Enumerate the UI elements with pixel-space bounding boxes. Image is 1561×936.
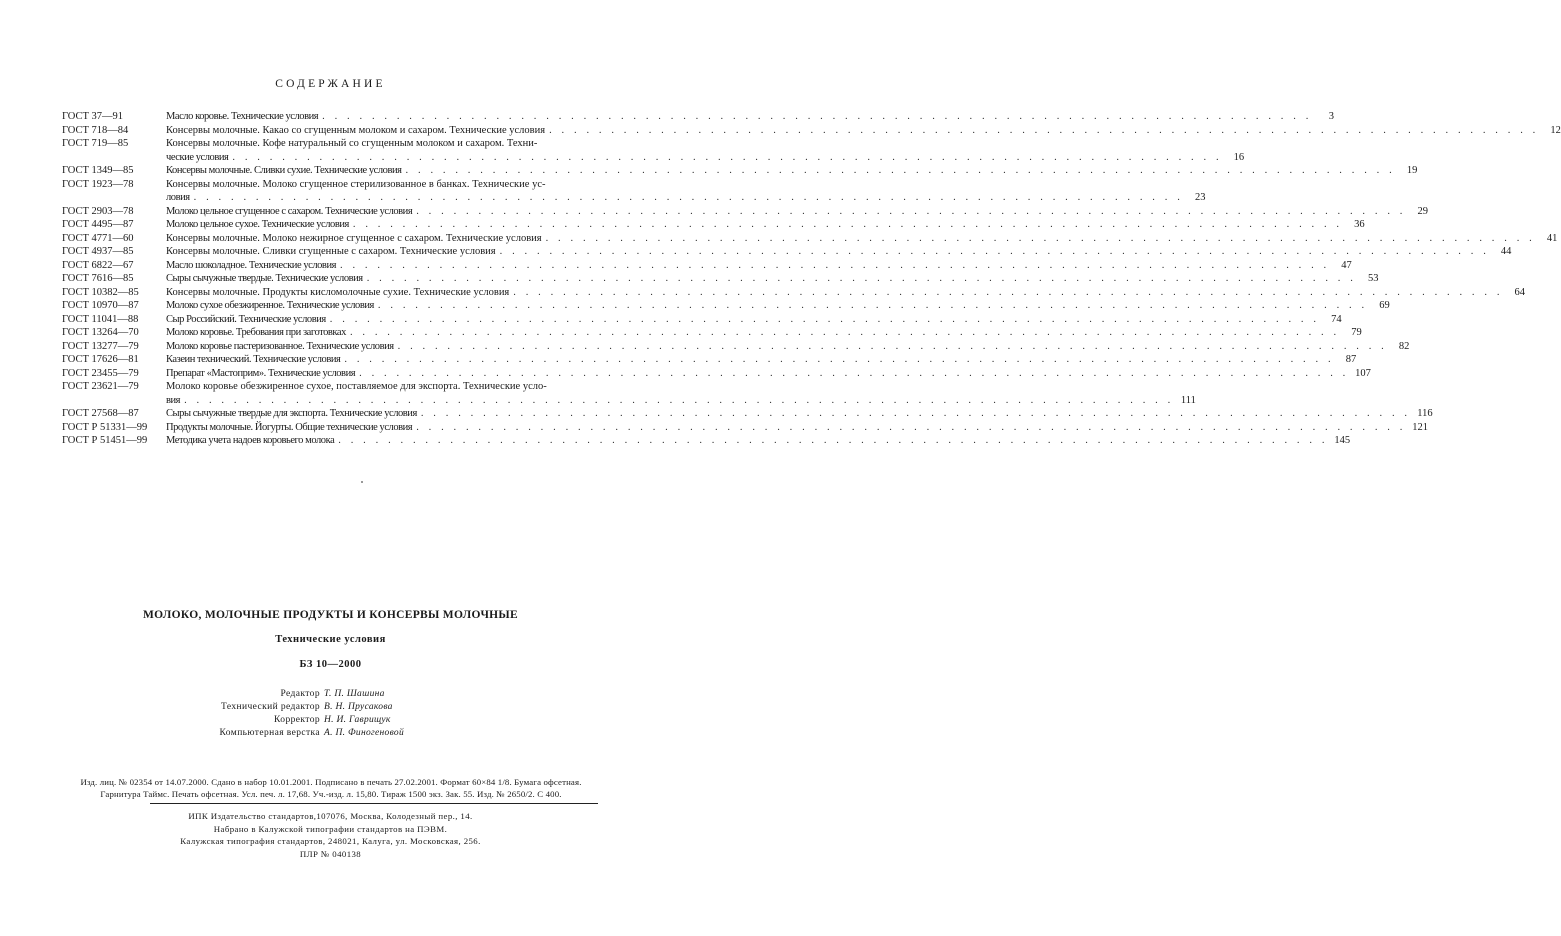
- toc-title: Молоко коровье. Требования при заготовках: [166, 327, 346, 338]
- toc-title-line: [166, 340, 1410, 354]
- toc-standard-code: ГОСТ 4495—87: [62, 219, 134, 230]
- toc-title: Молоко коровье пастеризованное. Технические условия: [166, 340, 394, 352]
- collection-subtitle: Технические условия: [275, 634, 386, 645]
- imprint-block: [55, 776, 607, 800]
- credit-person: Н. И. Гаврищук: [324, 715, 391, 725]
- imprint-line: Гарнитура Таймс. Печать офсетная. Усл. печ. л. 17,68. Уч.-изд. л. 15,80. Тираж 1500 экз. Зак. 55. Изд. № 2650/2. С 400.: [100, 789, 562, 799]
- toc-leader-dots: . . . . . . . . . . . . . . . . . . . . . . . . . . . . . . . . . . . . . . . . . . . . . . . . . . . . . . . . . . . . . . . . . . . . . . . . . . . . . . . .: [338, 435, 1329, 446]
- toc-standard-code: ГОСТ 1349—85: [62, 165, 134, 176]
- toc-entry-body: [166, 380, 1196, 407]
- toc-standard-code: ГОСТ 27568—87: [62, 408, 139, 419]
- toc-title-line: [166, 259, 1352, 273]
- toc-title-line: [166, 367, 1371, 381]
- toc-leader-dots: . . . . . . . . . . . . . . . . . . . . . . . . . . . . . . . . . . . . . . . . . . . . . . . . . . . . . . . . . . . . . . . . . . . . . . . . . . . . . . . .: [545, 232, 1536, 244]
- toc-standard-code: ГОСТ 6822—67: [62, 259, 134, 271]
- toc-title: Препарат «Мастоприм». Технические условия: [166, 367, 356, 379]
- toc-title-line: [166, 421, 1428, 435]
- toc-leader-dots: . . . . . . . . . . . . . . . . . . . . . . . . . . . . . . . . . . . . . . . . . . . . . . . . . . . . . . . . . . . . . . . . . . . . . . . . . . . . . . . .: [416, 421, 1406, 433]
- toc-page-number: 12: [1550, 124, 1561, 136]
- toc-entry: [62, 137, 1245, 164]
- toc-page-number: 41: [1546, 232, 1558, 244]
- toc-entry-body: [166, 326, 1362, 340]
- toc-standard-code: ГОСТ 13277—79: [62, 340, 139, 352]
- toc-leader-dots: . . . . . . . . . . . . . . . . . . . . . . . . . . . . . . . . . . . . . . . . . . . . . . . . . . . . . . . . . . . . . . . . . . . . . . . . . . . . . . . .: [184, 394, 1174, 406]
- toc-standard-code: ГОСТ 17626—81: [62, 354, 139, 365]
- toc-page-number: 47: [1341, 259, 1352, 271]
- credit-person: А. П. Финогеновой: [324, 728, 405, 738]
- toc-entry: [62, 124, 1561, 138]
- toc-entry-body: [166, 259, 1352, 273]
- toc-page-number: 111: [1180, 394, 1196, 406]
- toc-title-line: Консервы молочные. Молоко сгущенное стерилизованное в банках. Технические ус-: [166, 178, 546, 190]
- publisher-line: ПЛР № 040138: [299, 848, 362, 859]
- toc-page-number: 19: [1406, 165, 1418, 176]
- toc-leader-dots: . . . . . . . . . . . . . . . . . . . . . . . . . . . . . . . . . . . . . . . . . . . . . . . . . . . . . . . . . . . . . . . . . . . . . . . . . . . . . . . .: [513, 286, 1504, 298]
- toc-page-number: 3: [1328, 111, 1334, 122]
- toc-title-line: Молоко коровье обезжиренное сухое, поставляемое для экспорта. Технические усло-: [166, 381, 547, 392]
- toc-leader-dots: . . . . . . . . . . . . . . . . . . . . . . . . . . . . . . . . . . . . . . . . . . . . . . . . . . . . . . . . . . . . . . . . . . . . . . . . . . . . . . . .: [420, 408, 1411, 419]
- toc-title-line: [166, 286, 1526, 300]
- toc-page-number: 74: [1331, 313, 1342, 325]
- collection-title: МОЛОКО, МОЛОЧНЫЕ ПРОДУКТЫ И КОНСЕРВЫ МОЛОЧНЫЕ: [142, 609, 518, 621]
- toc-entry-body: [166, 164, 1418, 178]
- toc-leader-dots: . . . . . . . . . . . . . . . . . . . . . . . . . . . . . . . . . . . . . . . . . . . . . . . . . . . . . . . . . . . . . . . . . . . . . . . . . . . . . . . .: [549, 124, 1539, 136]
- toc-leader-dots: . . . . . . . . . . . . . . . . . . . . . . . . . . . . . . . . . . . . . . . . . . . . . . . . . . . . . . . . . . . . . . . . . . . . . . . . . . . . . . . .: [352, 219, 1343, 230]
- toc-standard-code: ГОСТ 1923—78: [62, 178, 134, 190]
- toc-entry-body: [166, 110, 1334, 124]
- credit-role: Компьютерная верстка: [219, 728, 320, 738]
- toc-leader-dots: . . . . . . . . . . . . . . . . . . . . . . . . . . . . . . . . . . . . . . . . . . . . . . . . . . . . . . . . . . . . . . . . . . . . . . . . . . . . . . . .: [344, 354, 1335, 365]
- toc-standard-code: ГОСТ 10382—85: [62, 286, 139, 298]
- toc-entry-body: [166, 353, 1357, 367]
- toc-title-line: [166, 245, 1512, 259]
- toc-entry: [62, 259, 1352, 273]
- toc-title: Консервы молочные. Сливки сухие. Технические условия: [166, 165, 402, 176]
- toc-page-number: 44: [1500, 246, 1512, 257]
- toc-title-line: [166, 191, 1206, 205]
- toc-title-line: [166, 164, 1418, 178]
- toc-title: Сыры сычужные твердые. Технические условия: [166, 273, 363, 284]
- credit-person: В. Н. Прусакова: [324, 702, 393, 712]
- toc-title: Сыры сычужные твердые для экспорта. Технические условия: [166, 408, 417, 419]
- credit-role: Технический редактор: [221, 702, 320, 712]
- toc-title: Молоко цельное сгущенное с сахаром. Технические условия: [166, 205, 413, 217]
- toc-title-line: [166, 205, 1429, 219]
- toc-title: Казеин технический. Технические условия: [166, 354, 341, 365]
- toc-entry-body: [166, 367, 1371, 381]
- credit-typesetter: [0, 727, 661, 740]
- toc-entry-body: [166, 286, 1526, 300]
- credit-proofreader: [0, 714, 661, 727]
- credit-technical-editor: [0, 701, 661, 714]
- toc-standard-code: ГОСТ 23455—79: [62, 367, 139, 379]
- divider: [150, 803, 598, 804]
- publisher-line: ИПК Издательство стандартов,107076, Москва, Колодезный пер., 14.: [188, 811, 473, 821]
- toc-entry: [62, 272, 1379, 286]
- toc-standard-code: ГОСТ 4771—60: [62, 232, 134, 244]
- toc-page-number: 145: [1334, 435, 1351, 446]
- toc-entry: [62, 232, 1558, 246]
- toc-leader-dots: . . . . . . . . . . . . . . . . . . . . . . . . . . . . . . . . . . . . . . . . . . . . . . . . . . . . . . . . . . . . . . . . . . . . . . . . . . . . . . . .: [340, 259, 1330, 271]
- toc-title-line: [166, 218, 1365, 232]
- toc-page-number: 107: [1355, 367, 1371, 379]
- toc-title: Консервы молочные. Молоко нежирное сгущенное с сахаром. Технические условия: [166, 232, 542, 244]
- toc-standard-code: ГОСТ 4937—85: [62, 246, 134, 257]
- toc-standard-code: ГОСТ 2903—78: [62, 205, 134, 217]
- toc-standard-code: ГОСТ 7616—85: [62, 273, 134, 284]
- toc-entry: [62, 340, 1410, 354]
- toc-title: Консервы молочные. Сливки сгущенные с сахаром. Технические условия: [166, 246, 496, 257]
- toc-entry: [62, 326, 1362, 340]
- toc-entry-body: [166, 218, 1365, 232]
- toc-standard-code: ГОСТ 10970—87: [62, 300, 139, 311]
- toc-title-line: [166, 407, 1433, 421]
- toc-title: ловия: [166, 192, 190, 203]
- credit-role: Корректор: [274, 715, 320, 725]
- toc-title: Методика учета надоев коровьего молока: [166, 435, 335, 446]
- toc-title: Масло шоколадное. Технические условия: [166, 259, 336, 271]
- toc-page-number: 53: [1367, 273, 1379, 284]
- toc-page-number: 69: [1379, 300, 1390, 311]
- toc-leader-dots: . . . . . . . . . . . . . . . . . . . . . . . . . . . . . . . . . . . . . . . . . . . . . . . . . . . . . . . . . . . . . . . . . . . . . . . . . . . . . . . .: [499, 246, 1490, 257]
- toc-title-line: Консервы молочные. Кофе натуральный со сгущенным молоком и сахаром. Техни-: [166, 138, 538, 149]
- toc-title: Консервы молочные. Продукты кисломолочные сухие. Технические условия: [166, 286, 510, 298]
- toc-entry: [62, 178, 1206, 205]
- toc-entry-body: [166, 340, 1410, 354]
- toc-page-number: 79: [1351, 327, 1362, 338]
- toc-leader-dots: . . . . . . . . . . . . . . . . . . . . . . . . . . . . . . . . . . . . . . . . . . . . . . . . . . . . . . . . . . . . . . . . . . . . . . . . . . . . . . . .: [405, 165, 1396, 176]
- toc-title-line: [166, 313, 1342, 327]
- toc-standard-code: ГОСТ 719—85: [62, 138, 129, 149]
- toc-entry: [62, 407, 1433, 421]
- toc-leader-dots: . . . . . . . . . . . . . . . . . . . . . . . . . . . . . . . . . . . . . . . . . . . . . . . . . . . . . . . . . . . . . . . . . . . . . . . . . . . . . . . .: [322, 111, 1312, 122]
- toc-entry-body: [166, 313, 1342, 327]
- toc-title: Продукты молочные. Йогурты. Общие технические условия: [166, 421, 413, 433]
- toc-title-line: [166, 124, 1561, 138]
- toc-entry: [62, 164, 1418, 178]
- contents-heading: СОДЕРЖАНИЕ: [275, 78, 386, 90]
- toc-leader-dots: . . . . . . . . . . . . . . . . . . . . . . . . . . . . . . . . . . . . . . . . . . . . . . . . . . . . . . . . . . . . . . . . . . . . . . . . . . . . . . . .: [232, 151, 1223, 163]
- toc-title: Молоко цельное сухое. Технические условия: [166, 219, 349, 230]
- toc-title: Консервы молочные. Какао со сгущенным молоком и сахаром. Технические условия: [166, 124, 546, 136]
- toc-title: Масло коровье. Технические условия: [166, 111, 319, 122]
- toc-title: вия: [166, 394, 181, 406]
- toc-standard-code: ГОСТ 23621—79: [62, 381, 139, 392]
- toc-entry: [62, 353, 1357, 367]
- toc-entry-body: [166, 434, 1351, 448]
- toc-page-number: 64: [1514, 286, 1526, 298]
- toc-entry: [62, 313, 1342, 327]
- toc-page-number: 87: [1345, 354, 1357, 365]
- toc-leader-dots: . . . . . . . . . . . . . . . . . . . . . . . . . . . . . . . . . . . . . . . . . . . . . . . . . . . . . . . . . . . . . . . . . . . . . . . . . . . . . . . .: [377, 300, 1368, 311]
- collection-code: БЗ 10—2000: [299, 659, 362, 670]
- publisher-line: Калужская типография стандартов, 248021, Калуга, ул. Московская, 256.: [180, 836, 481, 846]
- toc-standard-code: ГОСТ Р 51331—99: [62, 421, 148, 433]
- credit-role: Редактор: [280, 689, 320, 699]
- toc-title: ческие условия: [166, 151, 229, 163]
- toc-entry: [62, 205, 1429, 219]
- toc-title-line: [166, 110, 1334, 124]
- toc-entry-body: [166, 124, 1561, 138]
- toc-standard-code: ГОСТ 13264—70: [62, 327, 139, 338]
- toc-leader-dots: . . . . . . . . . . . . . . . . . . . . . . . . . . . . . . . . . . . . . . . . . . . . . . . . . . . . . . . . . . . . . . . . . . . . . . . . . . . . . . . .: [397, 340, 1388, 352]
- toc-entry-body: [166, 178, 1206, 205]
- toc-page-number: 82: [1398, 340, 1410, 352]
- toc-title-line: [166, 353, 1357, 367]
- toc-leader-dots: . . . . . . . . . . . . . . . . . . . . . . . . . . . . . . . . . . . . . . . . . . . . . . . . . . . . . . . . . . . . . . . . . . . . . . . . . . . . . . . .: [349, 327, 1340, 338]
- toc-entry: [62, 286, 1526, 300]
- toc-title: Молоко сухое обезжиренное. Технические условия: [166, 300, 374, 311]
- toc-page-number: 29: [1417, 205, 1429, 217]
- toc-leader-dots: . . . . . . . . . . . . . . . . . . . . . . . . . . . . . . . . . . . . . . . . . . . . . . . . . . . . . . . . . . . . . . . . . . . . . . . . . . . . . . . .: [416, 205, 1407, 217]
- toc-page-number: 23: [1194, 192, 1206, 203]
- toc-title: Сыр Российский. Технические условия: [166, 313, 326, 325]
- toc-page-number: 121: [1412, 421, 1428, 433]
- table-of-contents: [62, 110, 1561, 448]
- toc-entry: [62, 218, 1365, 232]
- toc-standard-code: ГОСТ 37—91: [62, 111, 124, 122]
- imprint-line: Изд. лиц. № 02354 от 14.07.2000. Сдано в набор 10.01.2001. Подписано в печать 27.02.2001. Формат 60×84 1/8. Бумага офсетная.: [80, 777, 582, 787]
- toc-entry-body: [166, 205, 1429, 219]
- toc-entry-body: [166, 245, 1512, 259]
- toc-leader-dots: . . . . . . . . . . . . . . . . . . . . . . . . . . . . . . . . . . . . . . . . . . . . . . . . . . . . . . . . . . . . . . . . . . . . . . . . . . . . . . . .: [359, 367, 1349, 379]
- toc-entry: [62, 434, 1351, 448]
- publisher-line: Набрано в Калужской типографии стандартов на ПЭВМ.: [213, 823, 448, 834]
- toc-title-line: [166, 299, 1390, 313]
- toc-title-line: [166, 151, 1245, 165]
- toc-entry-body: [166, 232, 1558, 246]
- credit-editor: [0, 688, 661, 701]
- toc-leader-dots: . . . . . . . . . . . . . . . . . . . . . . . . . . . . . . . . . . . . . . . . . . . . . . . . . . . . . . . . . . . . . . . . . . . . . . . . . . . . . . . .: [366, 273, 1357, 284]
- toc-leader-dots: . . . . . . . . . . . . . . . . . . . . . . . . . . . . . . . . . . . . . . . . . . . . . . . . . . . . . . . . . . . . . . . . . . . . . . . . . . . . . . . .: [193, 192, 1184, 203]
- toc-title-line: [166, 232, 1558, 246]
- toc-entry: [62, 245, 1512, 259]
- toc-page-number: 36: [1354, 219, 1365, 230]
- toc-title-line: [166, 326, 1362, 340]
- credits-block: [0, 688, 661, 740]
- toc-standard-code: ГОСТ Р 51451—99: [62, 435, 148, 446]
- toc-title-line: [166, 272, 1379, 286]
- credit-person: Т. П. Шашина: [324, 689, 385, 699]
- toc-leader-dots: . . . . . . . . . . . . . . . . . . . . . . . . . . . . . . . . . . . . . . . . . . . . . . . . . . . . . . . . . . . . . . . . . . . . . . . . . . . . . . . .: [329, 313, 1320, 325]
- toc-page-number: 16: [1233, 151, 1245, 163]
- toc-page-number: 116: [1417, 408, 1433, 419]
- toc-standard-code: ГОСТ 718—84: [62, 124, 129, 136]
- toc-entry: [62, 299, 1390, 313]
- toc-title-line: [166, 394, 1196, 408]
- toc-entry: [62, 367, 1371, 381]
- toc-entry-body: [166, 421, 1428, 435]
- scan-speck: [361, 481, 363, 483]
- toc-standard-code: ГОСТ 11041—88: [62, 313, 139, 325]
- toc-entry: [62, 421, 1428, 435]
- publisher-block: [0, 810, 661, 860]
- toc-entry: [62, 110, 1334, 124]
- toc-entry-body: [166, 272, 1379, 286]
- toc-entry-body: [166, 137, 1245, 164]
- toc-entry-body: [166, 299, 1390, 313]
- toc-entry-body: [166, 407, 1433, 421]
- toc-entry: [62, 380, 1196, 407]
- toc-title-line: [166, 434, 1351, 448]
